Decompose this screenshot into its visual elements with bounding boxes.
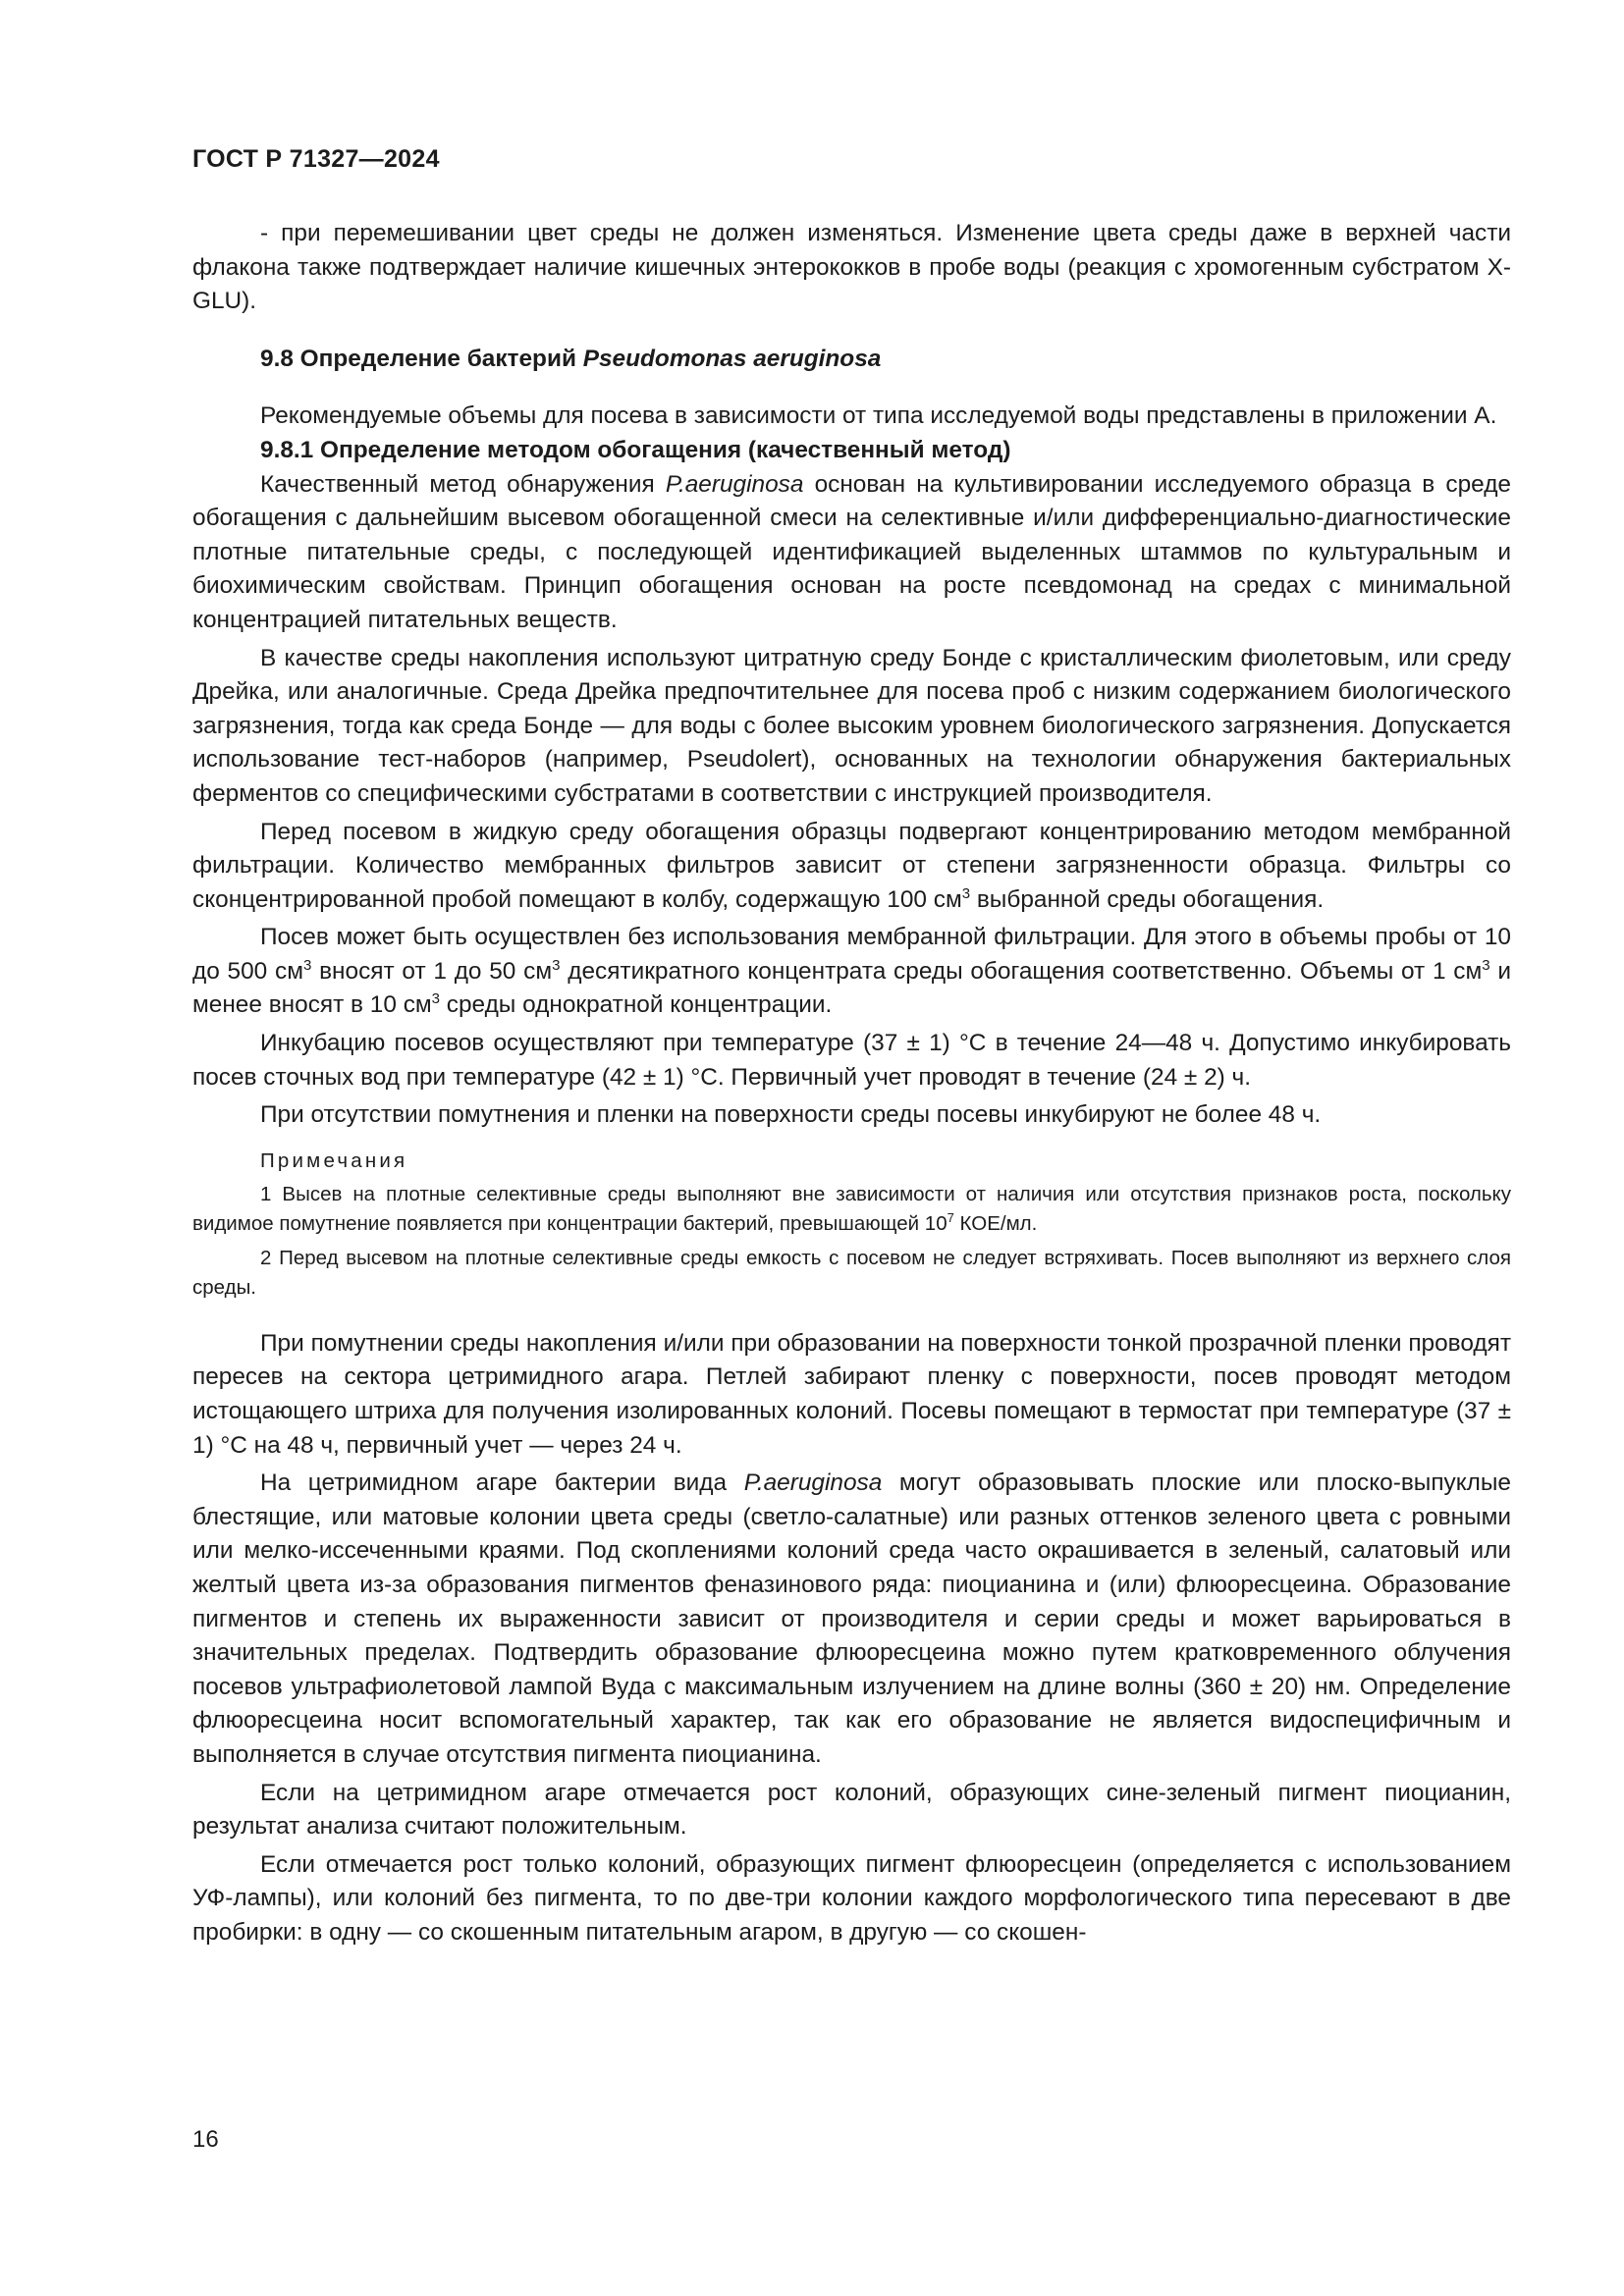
paragraph-intro: - при перемешивании цвет среды не должен изменяться. Изменение цвета среды даже в верхней части флакона также подтверждает наличие кишечных энтерококков в пробе воды (реакция с хромогенным субстратом X-GLU). — [192, 220, 1511, 315]
species-name: P.aeruginosa — [665, 470, 804, 498]
paragraph-positive-result: Если на цетримидном агаре отмечается рост колоний, образующих сине-зеленый пигмент пиоцианин, результат анализа считают положительным. — [192, 1779, 1511, 1841]
paragraph-filtration: Перед посевом в жидкую среду обогащения образцы подвергают концентрированию методом мембранной фильтрации. Количество мембранных фильтров зависит от степени загрязненности образца. Фильтры со сконцентрированной пробой помещают в колбу, содержащую 100 $см^3$ выбранной среды обогащения. — [192, 818, 1511, 913]
paragraph-fluorescein: Если отмечается рост только колоний, образующих пигмент флюоресцеин (определяется с использованием УФ-лампы), или колоний без пигмента, то по две-три колонии каждого морфологического типа пересевают в две пробирки: в одну — со скошенным питательным агаром, в другую — со скошен- — [192, 1850, 1511, 1946]
paragraph-cetrimide: На цетримидном агаре бактерии вида P.aeruginosa могут образовывать плоские или плоско-выпуклые блестящие, или матовые колонии цвета среды (светло-салатные) или разных оттенков зеленого цвета с ровными или мелко-иссеченными краями. Под скоплениями колоний среда часто окрашивается в зеленый, салатовый или желтый цвета из-за образования пигментов феназинового ряда: пиоцианина и (или) флюоресцеина. Образование пигментов и степень их выраженности зависит от производителя и серии среды и может варьироваться в значительных пределах. Подтвердить образование флюоресцеина можно путем кратковременного облучения посевов ультрафиолетовой лампой Вуда с максимальным излучением на длине волны (360 ± 20) нм. Определение флюоресцеина носит вспомогательный характер, так как его образование не является видоспецифичным и выполняется в случае отсутствия пигмента пиоцианина. — [192, 1469, 1511, 1768]
section-heading-9-8 — [192, 343, 1511, 377]
paragraph-incubation: Инкубацию посевов осуществляют при температуре (37 ± 1) °С в течение 24—48 ч. Допустимо инкубировать посев сточных вод при температуре (42 ± 1) °С. Первичный учет проводят в течение (24 ± 2) ч. — [192, 1030, 1511, 1091]
note-2: 2 Перед высевом на плотные селективные среды емкость с посевом не следует встряхивать. Посев выполняют из верхнего слоя среды. — [192, 1246, 1511, 1300]
document-header: ГОСТ Р 71327—2024 — [192, 145, 440, 173]
paragraph-turbidity: При помутнении среды накопления и/или при образовании на поверхности тонкой прозрачной пленки проводят пересев на сектора цетримидного агара. Петлей забирают пленку с поверхности, посев проводят методом истощающего штриха для получения изолированных колоний. Посевы помещают в термостат при температуре (37 ± 1) °С на 48 ч, первичный учет — через 24 ч. — [192, 1329, 1511, 1459]
species-name: Pseudomonas aeruginosa — [582, 345, 882, 372]
paragraph-no-turbidity: При отсутствии помутнения и пленки на поверхности среды посевы инкубируют не более 48 ч. — [260, 1101, 1322, 1129]
document-page — [192, 145, 1511, 1950]
paragraph-method: Качественный метод обнаружения P.aeruginosa основан на культивировании исследуемого образца в среде обогащения с дальнейшим высевом обогащенной смеси на селективные и/или дифференциально-диагностические плотные питательные среды, с последующей идентификацией выделенных штаммов по культуральным и биохимическим свойствам. Принцип обогащения основан на росте псевдомонад на средах с минимальной концентрацией питательных веществ. — [192, 470, 1511, 633]
paragraph-volumes: Рекомендуемые объемы для посева в зависимости от типа исследуемой воды представлены в приложении А. — [260, 402, 1497, 430]
species-name: P.aeruginosa — [743, 1469, 883, 1497]
notes-title: Примечания — [260, 1148, 408, 1172]
page-number: 16 — [192, 2126, 219, 2153]
note-1: 1 Высев на плотные селективные среды выполняют вне зависимости от наличия или отсутствия признаков роста, поскольку видимое помутнение появляется при концентрации бактерий, превышающей $10^7$ КОЕ/мл. — [192, 1182, 1511, 1236]
section-heading-9-8-1: 9.8.1 Определение методом обогащения (качественный метод) — [260, 436, 1011, 463]
paragraph-enrichment-medium: В качестве среды накопления используют цитратную среду Бонде с кристаллическим фиолетовым, или среду Дрейка, или аналогичные. Среда Дрейка предпочтительнее для посева проб с низким содержанием биологического загрязнения, тогда как среда Бонде — для воды с более высоким уровнем биологического загрязнения. Допускается использование тест-наборов (например, Pseudolert), основанных на технологии обнаружения бактериальных ферментов со специфическими субстратами в соответствии с инструкцией производителя. — [192, 644, 1511, 807]
paragraph-without-filtration: Посев может быть осуществлен без использования мембранной фильтрации. Для этого в объемы пробы от 10 до 500 $см^3$ вносят от 1 до 50 $см^3$ десятикратного концентрата среды обогащения соответственно. Объемы от 1 $см^3$ и менее вносят в 10 $см^3$ среды однократной концентрации. — [192, 924, 1512, 1019]
section-heading-9-8-text: 9.8 Определение бактерий — [260, 345, 583, 372]
